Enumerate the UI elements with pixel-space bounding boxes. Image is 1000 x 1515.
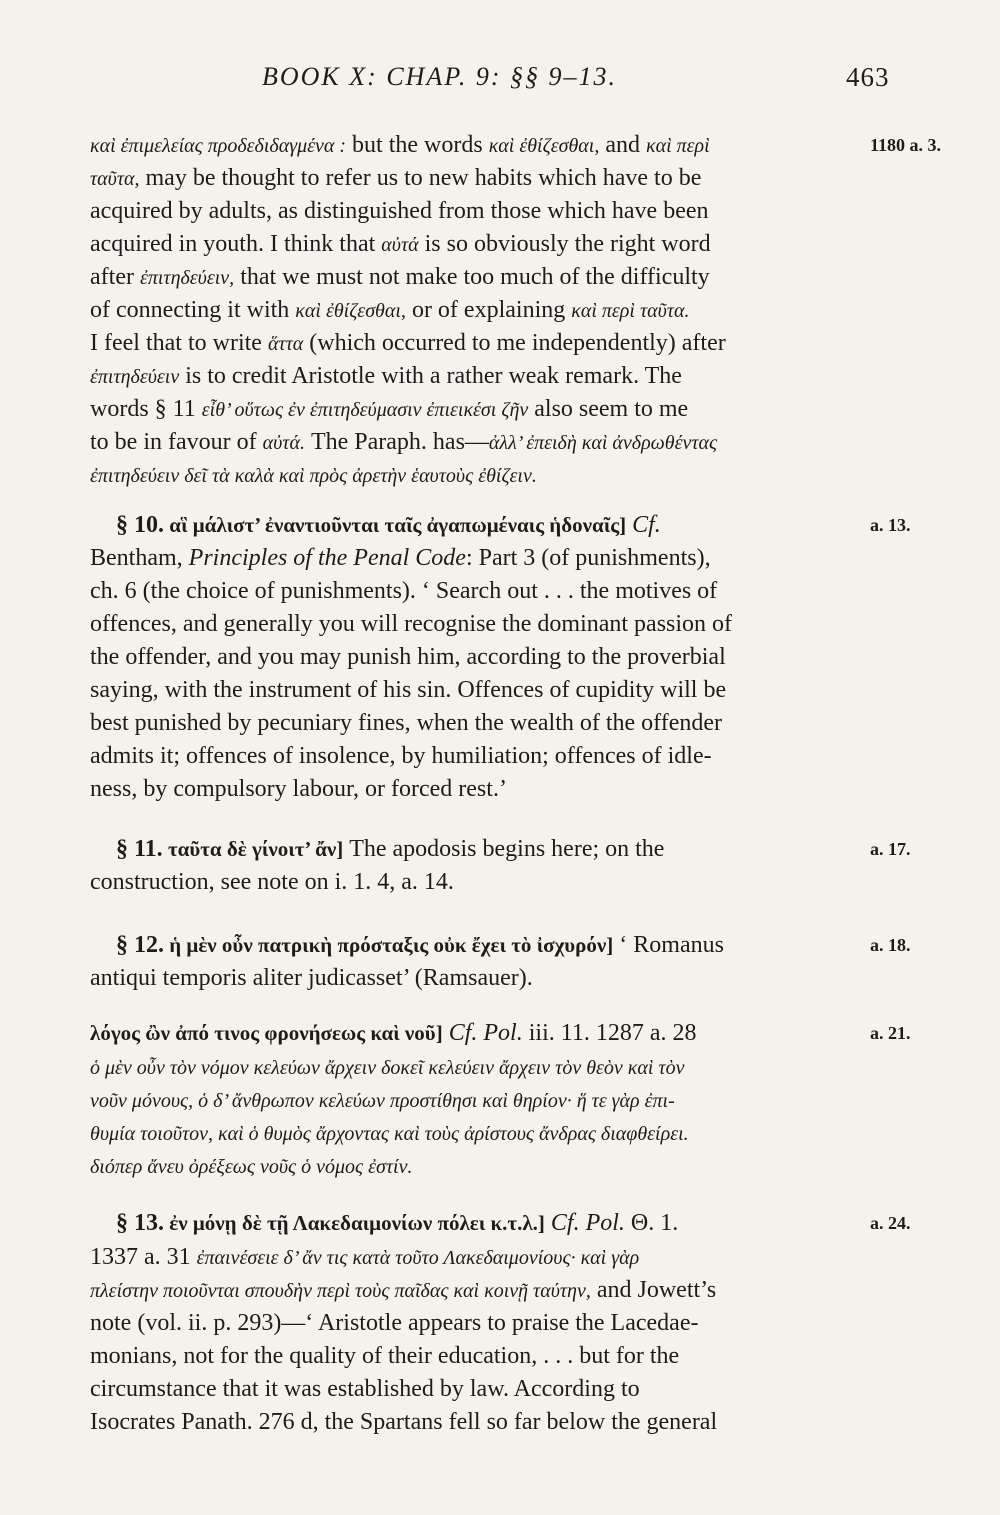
greek-text: νοῦν μόνους, ὁ δ’ ἄνθρωπον κελεύων προστίθησι καὶ θηρίον· ἥ τε γὰρ ἐπι-	[90, 1090, 675, 1112]
text-line	[90, 1052, 684, 1084]
section-number: § 13.	[116, 1210, 164, 1236]
greek-text: διόπερ ἄνευ ὀρέξεως νοῦς ὁ νόμος ἐστίν.	[90, 1156, 413, 1178]
text-run: may be thought to refer us to new habits which have to be	[139, 165, 702, 191]
greek-text: ἐπιτηδεύειν δεῖ τὰ καλὰ καὶ πρὸς ἀρετὴν ἑαυτοὺς ἐθίζειν.	[90, 465, 537, 487]
text-line: circumstance that it was established by law. According to	[90, 1376, 640, 1402]
text-line	[90, 543, 711, 575]
greek-text: ὁ μὲν οὖν τὸν νόμον κελεύων ἄρχειν δοκεῖ κελεύειν ἄρχειν τὸν θεὸν καὶ τὸν	[90, 1057, 685, 1079]
text-line	[116, 1208, 678, 1240]
text-line: admits it; offences of insolence, by humiliation; offences of idle-	[90, 743, 712, 769]
margin-ref: a. 17.	[870, 839, 911, 859]
margin-ref: a. 18.	[870, 935, 911, 955]
greek-text: αὐτά.	[262, 432, 305, 454]
greek-text: καὶ περὶ	[645, 135, 710, 157]
cf-reference: Cf.	[626, 512, 661, 538]
greek-text: ἀλλ’ ἐπειδὴ καὶ ἀνδρωθέντας	[488, 432, 718, 454]
text-line	[90, 1242, 639, 1274]
text-line: saying, with the instrument of his sin. Offences of cupidity will be	[90, 677, 727, 703]
text-line	[90, 1118, 689, 1150]
text-line: Isocrates Panath. 276 d, the Spartans fell so far below the general	[90, 1409, 718, 1435]
text-run: is to credit Aristotle with a rather weak remark. The	[179, 363, 682, 389]
greek-text: αὐτά	[381, 234, 419, 256]
cf-reference: Cf. Pol.	[544, 1210, 625, 1236]
text-line: antiqui temporis aliter judicasset’ (Ramsauer).	[90, 965, 533, 991]
text-run: : Part 3 (of punishments),	[465, 545, 711, 571]
text-line	[90, 1275, 716, 1307]
section-number: § 10.	[116, 512, 164, 538]
text-line	[90, 427, 717, 459]
margin-ref: a. 21.	[870, 1023, 911, 1043]
greek-text: πλείστην ποιοῦνται σπουδὴν περὶ τοὺς παῖδας καὶ κοινῇ ταύτην,	[90, 1280, 591, 1302]
text-line	[116, 834, 664, 866]
greek-text: ἐπιτηδεύειν	[90, 366, 180, 388]
text-run: ‘ Romanus	[613, 932, 724, 958]
text-line: construction, see note on i. 1. 4, a. 14.	[90, 869, 454, 895]
text-run: (which occurred to me independently) after	[303, 330, 726, 356]
greek-lemma: λόγος ὢν ἀπό τινος φρονήσεως καὶ νοῦ]	[90, 1021, 443, 1045]
text-run: The apodosis begins here; on the	[343, 836, 665, 862]
text-run: 1337 a. 31	[90, 1244, 197, 1270]
text-line	[90, 163, 701, 195]
margin-ref: 1180 a. 3.	[870, 135, 942, 155]
margin-ref: a. 24.	[870, 1213, 911, 1233]
greek-text: ταῦτα,	[90, 168, 140, 190]
text-line	[90, 460, 537, 492]
text-run: is so obviously the right word	[418, 231, 711, 257]
text-line: best punished by pecuniary fines, when the wealth of the offender	[90, 710, 723, 736]
text-run: and	[599, 132, 646, 158]
greek-text: εἶθ’ οὕτως ἐν ἐπιτηδεύμασιν ἐπιεικέσι ζῆν	[201, 399, 529, 421]
text-line	[116, 930, 724, 962]
text-line: ness, by compulsory labour, or forced rest.’	[90, 776, 507, 802]
greek-text: ἅττα	[267, 333, 304, 355]
greek-lemma: ταῦτα δὲ γίνοιτ’ ἄν]	[162, 837, 344, 861]
text-line	[116, 510, 661, 542]
text-line: acquired by adults, as distinguished from those which have been	[90, 198, 709, 224]
text-run: and Jowett’s	[590, 1277, 717, 1303]
greek-text: καὶ ἐθίζεσθαι,	[488, 135, 600, 157]
text-run: acquired in youth. I think that	[90, 231, 382, 257]
text-line: ch. 6 (the choice of punishments). ‘ Search out . . . the motives of	[90, 578, 718, 604]
greek-text: ἐπαινέσειε δ’ ἄν τις κατὰ τοῦτο Λακεδαιμονίους· καὶ γὰρ	[196, 1247, 640, 1269]
greek-lemma: αἳ μάλιστ’ ἐναντιοῦνται ταῖς ἀγαπωμέναις ἡδοναῖς]	[164, 513, 627, 537]
text-line	[90, 1018, 697, 1050]
text-line	[90, 262, 710, 294]
text-line	[90, 394, 688, 426]
text-run: The Paraph. has—	[304, 429, 489, 455]
text-line: note (vol. ii. p. 293)—‘ Aristotle appears to praise the Lacedae-	[90, 1310, 699, 1336]
greek-text: καὶ ἐθίζεσθαι,	[295, 300, 406, 322]
greek-lemma: ἡ μὲν οὖν πατρικὴ πρόσταξις οὐκ ἔχει τὸ ἰσχυρόν]	[164, 933, 614, 957]
cf-reference: Cf. Pol.	[442, 1020, 523, 1046]
text-line	[90, 229, 711, 261]
text-run: words § 11	[90, 396, 202, 422]
page-number: 463	[846, 62, 890, 92]
text-run: iii. 11. 1287 a. 28	[522, 1020, 697, 1046]
text-run: also seem to me	[528, 396, 689, 422]
margin-ref: a. 13.	[870, 515, 911, 535]
text-run: of connecting it with	[90, 297, 296, 323]
greek-text: θυμία τοιοῦτον, καὶ ὁ θυμὸς ἄρχοντας καὶ τοὺς ἀρίστους ἄνδρας διαφθείρει.	[90, 1123, 689, 1145]
running-head: BOOK X: CHAP. 9: §§ 9–13.	[262, 62, 618, 91]
text-run: to be in favour of	[90, 429, 263, 455]
text-line	[90, 1085, 675, 1117]
text-line	[90, 328, 726, 360]
text-line	[90, 361, 682, 393]
text-line	[90, 1151, 413, 1183]
text-run: Θ. 1.	[624, 1210, 679, 1236]
text-line: monians, not for the quality of their education, . . . but for the	[90, 1343, 680, 1369]
greek-text: καὶ περὶ ταῦτα.	[571, 300, 690, 322]
section-number: § 11.	[116, 836, 163, 862]
greek-lemma: ἐν μόνῃ δὲ τῇ Λακεδαιμονίων πόλει κ.τ.λ.]	[164, 1211, 545, 1235]
text-run: or of explaining	[405, 297, 572, 323]
text-line	[90, 295, 689, 327]
text-line: offences, and generally you will recognise the dominant passion of	[90, 611, 733, 637]
text-run: Bentham,	[90, 545, 189, 571]
text-run: after	[90, 264, 140, 290]
text-run: but the words	[346, 132, 489, 158]
text-line	[90, 130, 710, 162]
greek-text: ἐπιτηδεύειν,	[139, 267, 235, 289]
text-run: I feel that to write	[90, 330, 268, 356]
text-line: the offender, and you may punish him, according to the proverbial	[90, 644, 726, 670]
text-run: that we must not make too much of the difficulty	[234, 264, 710, 290]
book-title: Principles of the Penal Code	[188, 545, 466, 571]
section-number: § 12.	[116, 932, 164, 958]
greek-text: καὶ ἐπιμελείας προδεδιδαγμένα :	[90, 135, 347, 157]
